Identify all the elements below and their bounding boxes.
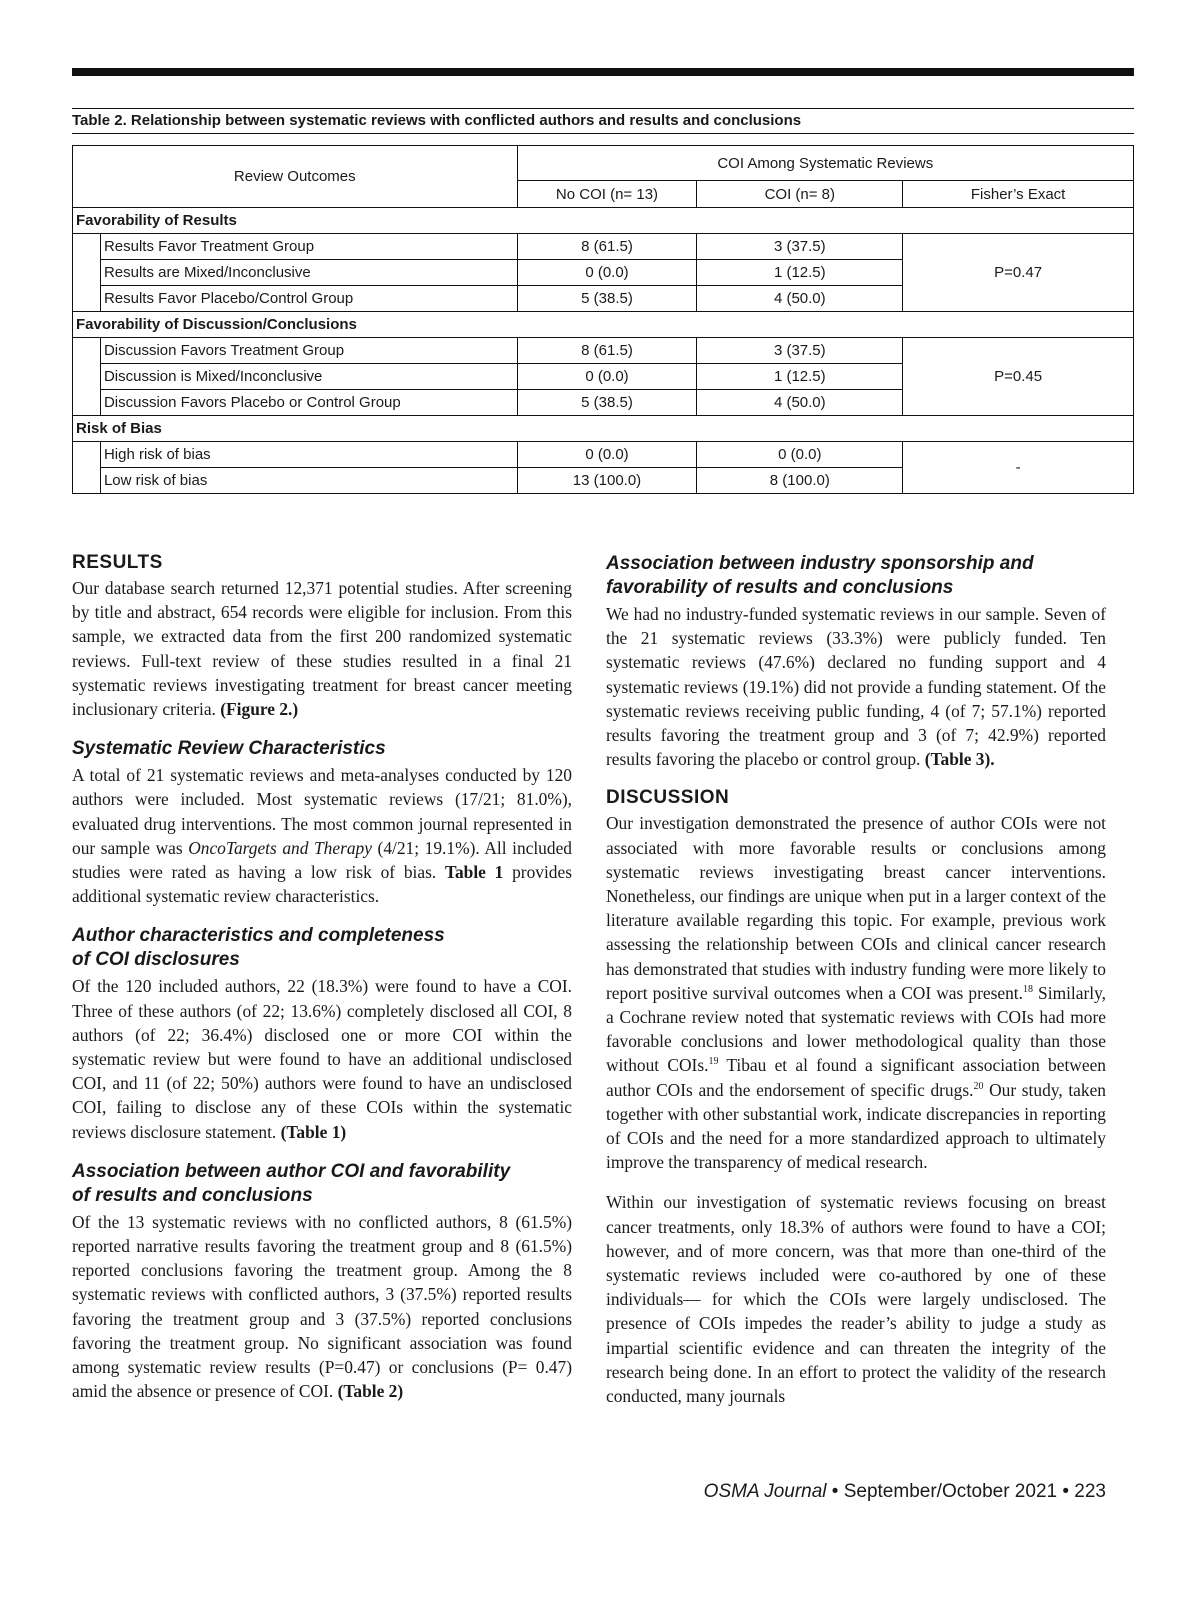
header-review-outcomes: Review Outcomes: [73, 146, 518, 208]
cell-no-coi: 8 (61.5): [517, 234, 697, 260]
cell-fisher-p: P=0.47: [903, 234, 1134, 312]
author-paragraph: Of the 120 included authors, 22 (18.3%) were found to have a COI. Three of these authors (of 22; 13.6%) completely disclosed all COI, 8 authors (of 22; 36.4%) disclosed one or more COI within the systematic review but were found to have an additional undisclosed COI, and 11 (of 22; 50%) authors were found to have an undisclosed COI, failing to disclose any of these COIs within the systematic reviews disclosure statement. (Table 1): [72, 976, 572, 1142]
assoc-paragraph: Of the 13 systematic reviews with no conflicted authors, 8 (61.5%) reported narrative results favoring the treatment group and 8 (61.5%) reported conclusions favoring the treatment group. Among the 8 systematic reviews with conflicted authors, 3 (37.5%) reported results favoring the treatment group and 3 (37.5%) reported conclusions favoring the treatment group. No significant association was found among systematic review results (P=0.47) or conclusions (P= 0.47) amid the absence or presence of COI. (Table 2): [72, 1211, 572, 1402]
table-ref: (Table 1): [280, 1121, 347, 1142]
citation-19: 19: [708, 1056, 719, 1068]
citation-18: 18: [1022, 984, 1033, 996]
group-label: Favorability of Discussion/Conclusions: [73, 312, 1134, 338]
header-fisher: Fisher’s Exact: [903, 181, 1134, 208]
row-label: Results are Mixed/Inconclusive: [100, 260, 517, 286]
cell-fisher-p: P=0.45: [903, 338, 1134, 416]
cell-no-coi: 5 (38.5): [517, 390, 697, 416]
assoc-heading: Association between author COI and favorability of results and conclusions: [72, 1160, 511, 1206]
journal-name: OncoTargets and Therapy: [188, 837, 372, 858]
discussion-heading: DISCUSSION: [606, 787, 730, 809]
cell-coi: 3 (37.5): [697, 338, 903, 364]
author-heading: Author characteristics and completeness of COI disclosures: [72, 925, 445, 971]
top-rule: [72, 68, 1134, 76]
cell-coi: 1 (12.5): [697, 260, 903, 286]
results-table: [72, 145, 1134, 494]
industry-paragraph: We had no industry-funded systematic reviews in our sample. Seven of the 21 systematic reviews (33.3%) were publicly funded. Ten systematic reviews (47.6%) declared no funding support and 4 systematic reviews (19.1%) did not provide a funding statement. Of the systematic reviews receiving public funding, 4 (of 7; 57.1%) reported results favoring the treatment group and 3 (of 7; 42.9%) reported results favoring the placebo or control group. (Table 3).: [606, 604, 1106, 770]
cell-coi: 0 (0.0): [697, 442, 903, 468]
table-row: [73, 234, 1134, 260]
row-label: Discussion is Mixed/Inconclusive: [100, 364, 517, 390]
row-label: Low risk of bias: [100, 468, 517, 494]
cell-no-coi: 0 (0.0): [517, 442, 697, 468]
table-ref: (Table 3).: [924, 749, 995, 770]
cell-coi: 3 (37.5): [697, 234, 903, 260]
results-heading: RESULTS: [72, 552, 163, 573]
discussion-paragraph-1: Our investigation demonstrated the presence of author COIs were not associated with more favorable results or conclusions among systematic reviews investigating breast cancer interventions. Nonetheless, our findings are unique when put in a larger context of the literature available regarding this topic. For example, previous work assessing the relationship between COIs and clinical cancer research has demonstrated that studies with industry funding were more likely to report positive survival outcomes when a COI was present.$^{18}$ Similarly, a Cochrane review noted that systematic reviews with COIs had more favorable conclusions and lower methodological quality than those without COIs.$^{19}$ Tibau et al found a significant association between author COIs and the endorsement of specific drugs.$^{20}$ Our study, taken together with other substantial work, indicate discrepancies in reporting of COIs and the need for a more standardized approach to ultimately improve the transparency of medical research.: [606, 813, 1107, 1173]
src-paragraph: A total of 21 systematic reviews and meta-analyses conducted by 120 authors were included. Most systematic reviews (17/21; 81.0%), evaluated drug interventions. The most common journal represented in our sample was OncoTargets and Therapy (4/21; 19.1%). All included studies were rated as having a low risk of bias. Table 1 provides additional systematic review characteristics.: [72, 765, 572, 907]
cell-no-coi: 13 (100.0): [517, 468, 697, 494]
issue-info: • September/October 2021 • 223: [826, 1481, 1106, 1502]
group-label: Favorability of Results: [73, 208, 1134, 234]
table-ref: (Table 2): [337, 1381, 404, 1402]
row-label: Results Favor Treatment Group: [100, 234, 517, 260]
cell-coi: 8 (100.0): [697, 468, 903, 494]
cell-no-coi: 0 (0.0): [517, 260, 697, 286]
header-no-coi: No COI (n= 13): [517, 181, 697, 208]
cell-no-coi: 5 (38.5): [517, 286, 697, 312]
industry-heading: Association between industry sponsorship and favorability of results and conclusions: [606, 553, 1034, 598]
cell-no-coi: 8 (61.5): [517, 338, 697, 364]
right-column: [606, 552, 1106, 1424]
group-label: Risk of Bias: [73, 416, 1134, 442]
table-ref: Table 1: [444, 862, 504, 883]
row-label: High risk of bias: [100, 442, 517, 468]
left-column: [72, 552, 572, 1419]
row-label: Discussion Favors Placebo or Control Group: [100, 390, 517, 416]
page-footer: [600, 1481, 1106, 1503]
header-coi: COI (n= 8): [697, 181, 903, 208]
results-paragraph: Our database search returned 12,371 potential studies. After screening by title and abstract, 654 records were eligible for inclusion. From this sample, we extracted data from the first 200 randomized systematic reviews. Full-text review of these studies resulted in a final 21 systematic reviews investigating treatment for breast cancer meeting inclusionary criteria. (Figure 2.): [72, 578, 572, 720]
cell-coi: 4 (50.0): [697, 390, 903, 416]
cell-no-coi: 0 (0.0): [517, 364, 697, 390]
discussion-paragraph-2: Within our investigation of systematic reviews focusing on breast cancer treatments, only 18.3% of authors were found to have a COI; however, and of more concern, was that more than one-third of the systematic reviews included were co-authored by one of these individuals— for which the COIs were largely undisclosed. The presence of COIs impedes the reader’s ability to judge a study as impartial scientific evidence and can threaten the integrity of the research being done. In an effort to protect the validity of the research conducted, many journals: [606, 1192, 1106, 1407]
cell-fisher-p: -: [903, 442, 1134, 494]
table-row: [73, 442, 1134, 468]
cell-coi: 1 (12.5): [697, 364, 903, 390]
row-label: Results Favor Placebo/Control Group: [100, 286, 517, 312]
table-row: [73, 338, 1134, 364]
citation-20: 20: [973, 1080, 984, 1092]
row-label: Discussion Favors Treatment Group: [100, 338, 517, 364]
figure-ref: (Figure 2.): [220, 699, 299, 720]
cell-coi: 4 (50.0): [697, 286, 903, 312]
header-coi-group: COI Among Systematic Reviews: [517, 146, 1133, 181]
table-title: Table 2. Relationship between systematic reviews with conflicted authors and results and conclusions: [72, 108, 1134, 134]
src-heading: Systematic Review Characteristics: [72, 738, 386, 760]
journal-title: OSMA Journal: [703, 1481, 827, 1502]
